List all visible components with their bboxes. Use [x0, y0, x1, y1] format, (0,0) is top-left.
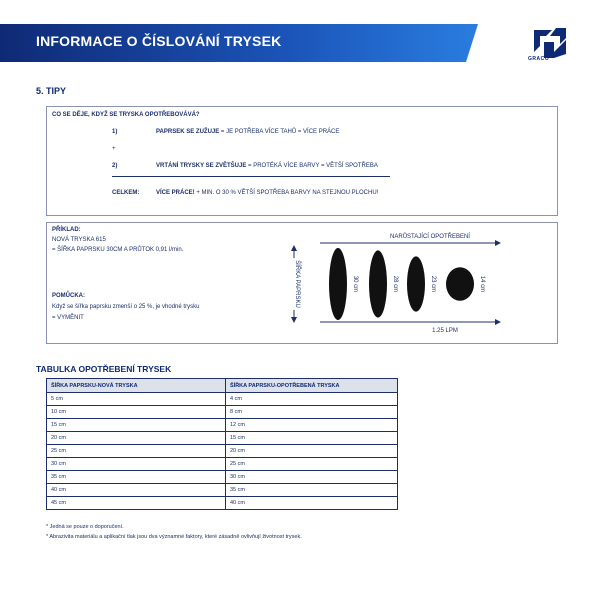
table-row	[47, 445, 398, 458]
table-cell: 4 cm	[226, 393, 398, 406]
wear-increase-label: NARŮSTAJÍCÍ OPOTŘEBENÍ	[390, 234, 470, 240]
table-row	[47, 497, 398, 510]
spray-pattern-2	[369, 250, 387, 317]
spray-wear-diagram	[270, 226, 510, 338]
example-line1: NOVÁ TRYSKA 615	[52, 237, 106, 243]
spray-pattern-3	[407, 256, 425, 311]
table-row	[47, 432, 398, 445]
header-new-nozzle: ŠÍŘKA PAPRSKU-NOVÁ TRYSKA	[47, 379, 226, 393]
tip-line2: = VYMĚNIT	[52, 315, 84, 321]
table-cell: 40 cm	[226, 497, 398, 510]
spray-pattern-label: 30 cm	[352, 275, 358, 293]
spray-pattern-1	[329, 248, 347, 320]
table-row	[47, 419, 398, 432]
table-row	[47, 458, 398, 471]
header-worn-nozzle: ŠÍŘKA PAPRSKU-OPOTŘEBENÁ TRYSKA	[226, 379, 398, 393]
question-box	[46, 106, 558, 216]
footnote: * Jedná se pouze o doporučení.	[46, 524, 124, 530]
table-row	[47, 484, 398, 497]
tip-label: POMŮCKA:	[52, 293, 85, 299]
table-cell: 25 cm	[47, 445, 226, 458]
example-label: PŘÍKLAD:	[52, 227, 81, 233]
table-row	[47, 406, 398, 419]
table-cell: 5 cm	[47, 393, 226, 406]
table-cell: 35 cm	[226, 484, 398, 497]
item2-text: VRTÁNÍ TRYSKY SE ZVĚTŠUJE = PROTÉKÁ VÍCE BARVY = VĚTŠÍ SPOTŘEBA	[156, 163, 378, 169]
spray-pattern-4	[446, 267, 474, 301]
table-cell: 10 cm	[47, 406, 226, 419]
spray-patterns	[329, 248, 485, 320]
example-line2: = ŠÍŘKA PAPRSKU 30CM A PRŮTOK 0,91 l/min.	[52, 247, 184, 253]
spray-pattern-label: 14 cm	[479, 275, 485, 293]
table-cell: 40 cm	[47, 484, 226, 497]
page-title: INFORMACE O ČÍSLOVÁNÍ TRYSEK	[36, 33, 282, 49]
item1-number: 1)	[112, 129, 118, 135]
table-cell: 15 cm	[47, 419, 226, 432]
wear-table	[46, 378, 398, 510]
spray-width-label: ŠÍŘKA PAPRSKU	[294, 260, 300, 308]
plus-sign: +	[112, 146, 116, 152]
question-heading: CO SE DĚJE, KDYŽ SE TRYSKA OPOTŘEBOVÁVÁ?	[52, 112, 200, 118]
footnote: * Abrazivita materiálu a aplikační tlak jsou dva významné faktory, které zásadně ovlivňují životnost trysek.	[46, 534, 302, 540]
table-cell: 45 cm	[47, 497, 226, 510]
table-row	[47, 471, 398, 484]
table-cell: 20 cm	[47, 432, 226, 445]
table-cell: 35 cm	[47, 471, 226, 484]
separator-line	[112, 176, 390, 177]
table-cell: 20 cm	[226, 445, 398, 458]
wear-table-title: TABULKA OPOTŘEBENÍ TRYSEK	[36, 364, 172, 374]
table-cell: 15 cm	[226, 432, 398, 445]
flow-label: 1.25 LPM	[432, 328, 458, 334]
tip-line1: Když se šířka paprsku zmenší o 25 %, je vhodné trysku	[52, 304, 200, 310]
table-row	[47, 393, 398, 406]
total-label: CELKEM:	[112, 190, 140, 196]
spray-pattern-label: 23 cm	[430, 275, 436, 293]
item1-text: PAPRSEK SE ZUŽUJE = JE POTŘEBA VÍCE TAHŮ = VÍCE PRÁCE	[156, 129, 340, 135]
table-header-row	[47, 379, 398, 393]
logo-text: GRACO	[528, 56, 550, 62]
table-cell: 30 cm	[226, 471, 398, 484]
spray-pattern-label: 28 cm	[392, 275, 398, 293]
item2-number: 2)	[112, 163, 118, 169]
total-text: VÍCE PRÁCE! + MIN. O 30 % VĚTŠÍ SPOTŘEBA BARVY NA STEJNOU PLOCHU!	[156, 190, 379, 196]
table-cell: 25 cm	[226, 458, 398, 471]
section-title: 5. TIPY	[36, 86, 67, 96]
table-cell: 12 cm	[226, 419, 398, 432]
table-cell: 30 cm	[47, 458, 226, 471]
table-cell: 8 cm	[226, 406, 398, 419]
